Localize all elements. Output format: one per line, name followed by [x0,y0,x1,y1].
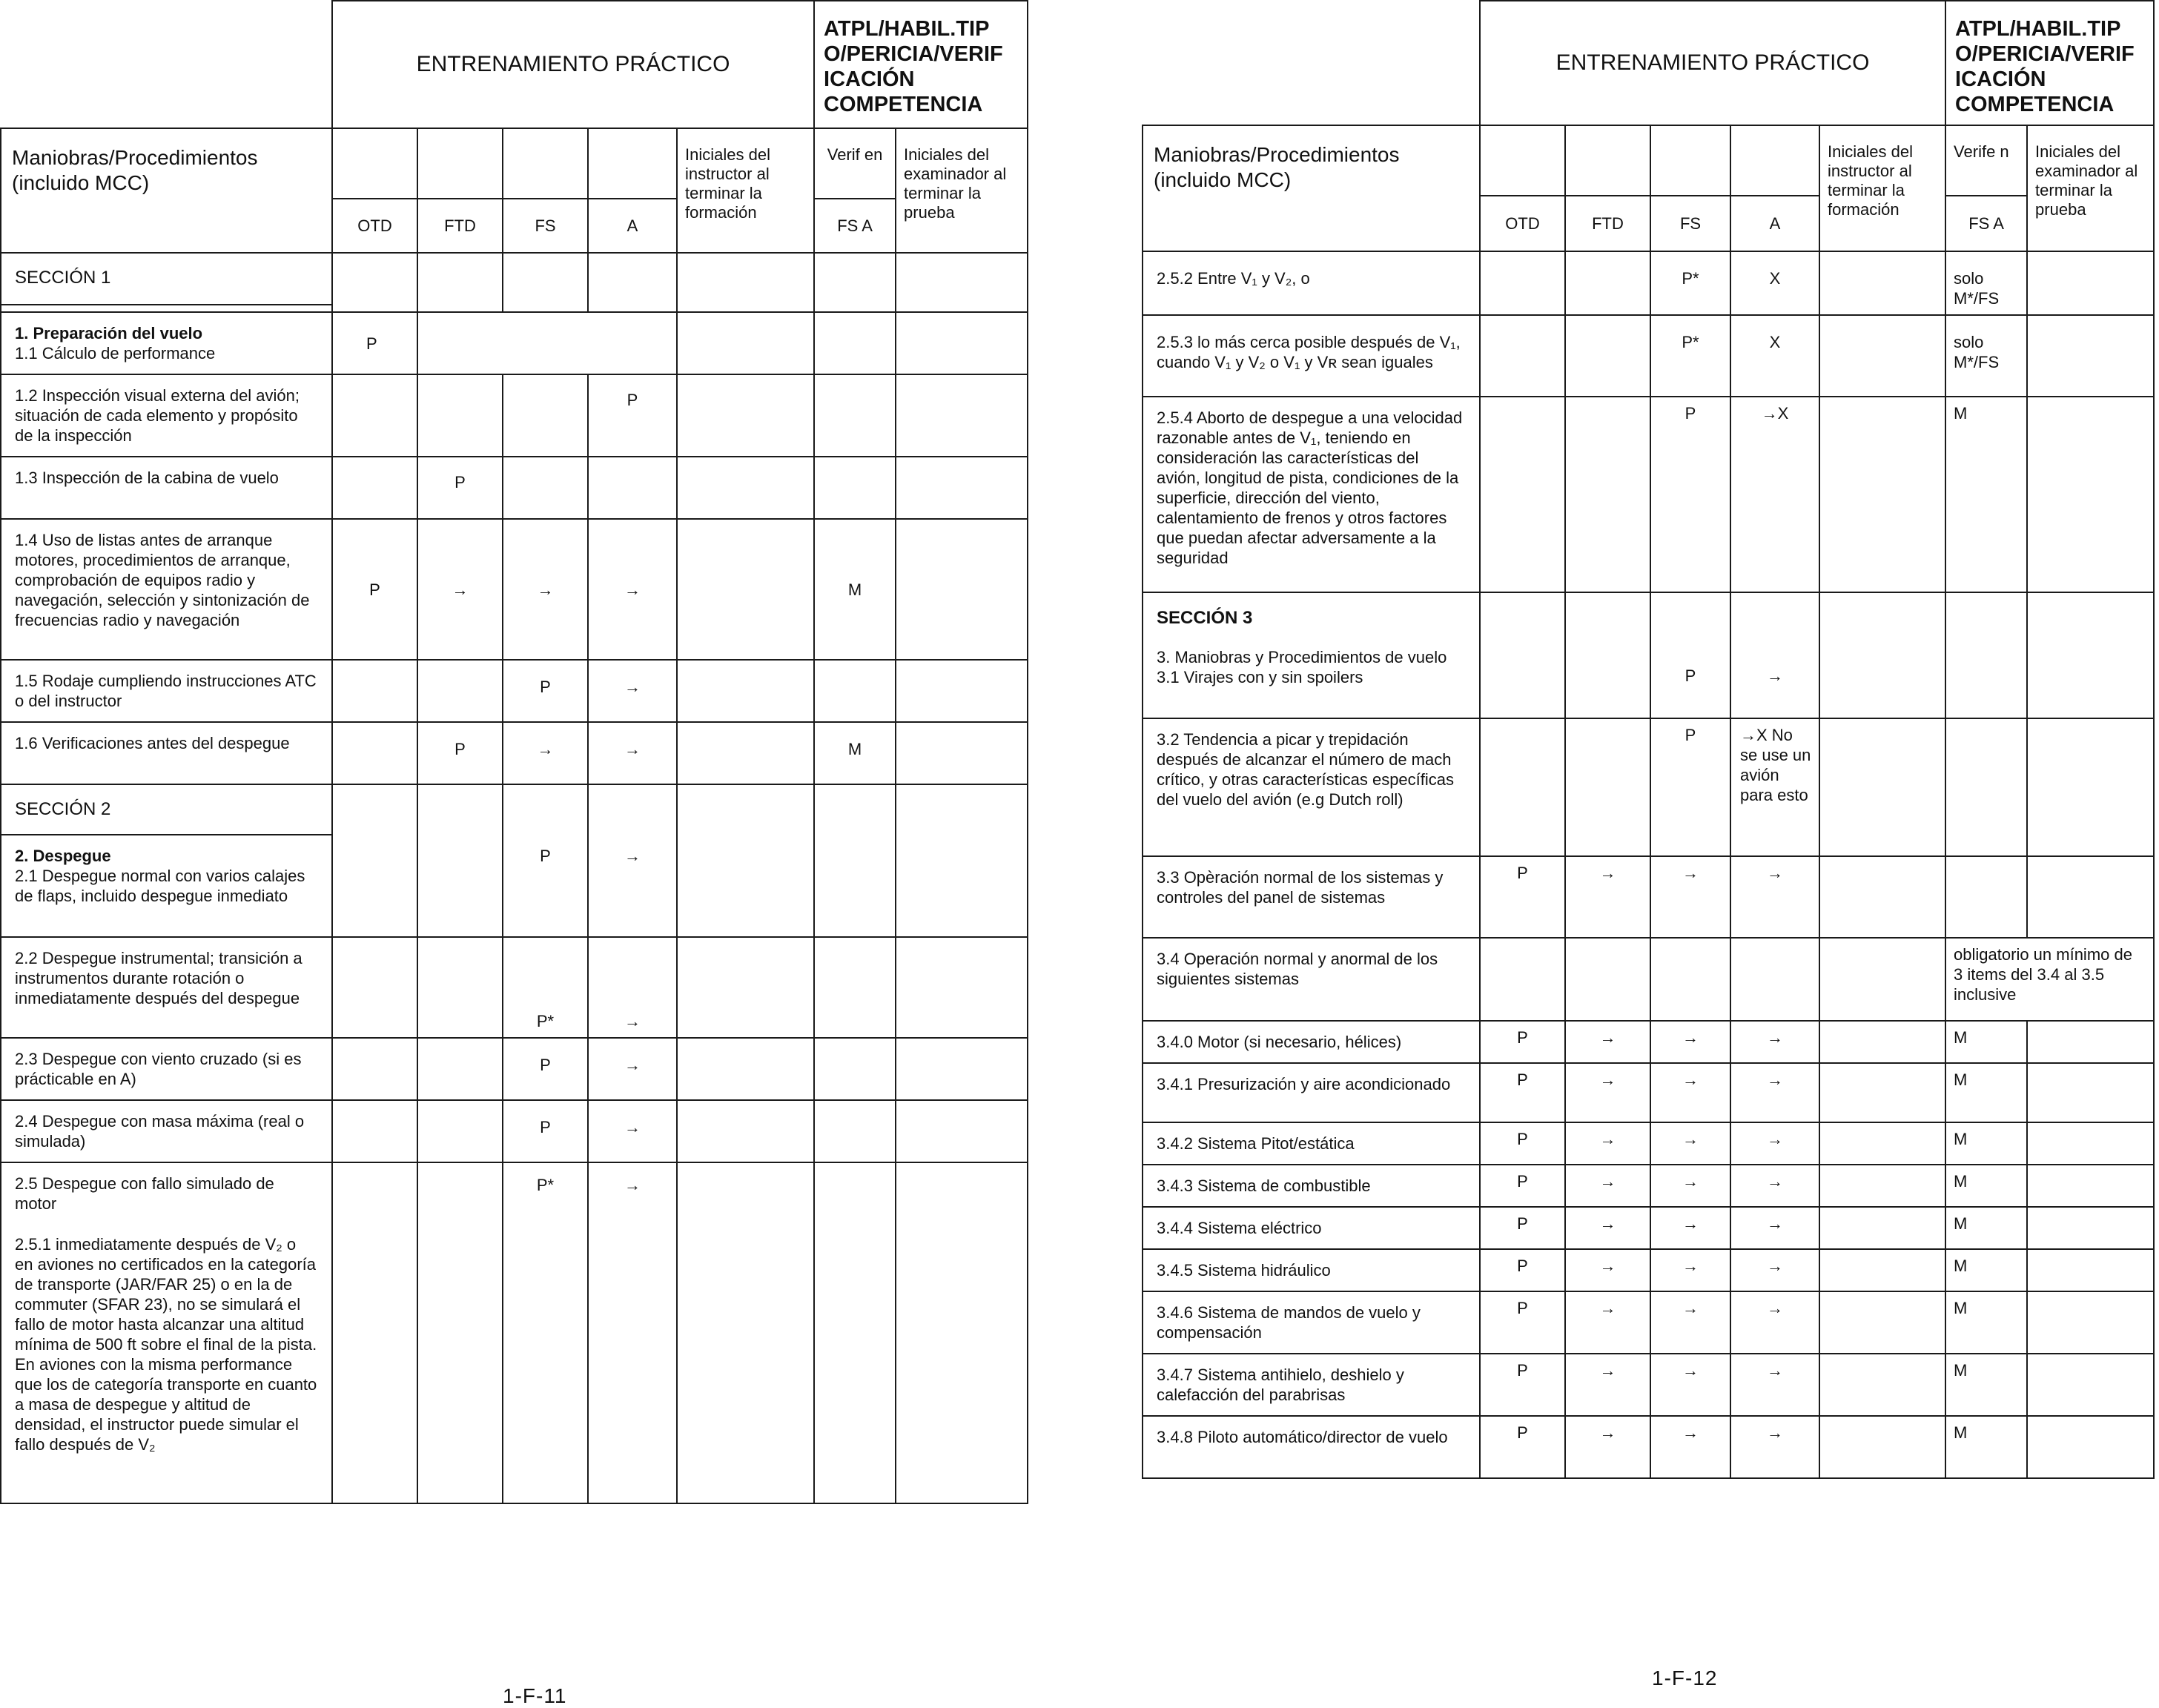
cell [417,1162,503,1503]
cell [896,312,1028,374]
cell [417,1100,503,1162]
cell [332,660,417,722]
cell [588,312,677,374]
cell [1819,938,1945,1021]
row-2-5-4-a: →X [1730,397,1819,592]
row-2-5-2-a: X [1730,251,1819,315]
row-3-4-7-label: 3.4.7 Sistema antihielo, deshielo y calefacción del parabrisas [1143,1354,1480,1416]
a-header: A [1730,196,1819,251]
cell [896,1038,1028,1100]
row-2-5 [1,1162,332,1503]
row-2-5-3-a: X [1730,315,1819,397]
cell [417,1038,503,1100]
blank-header-cell [417,128,503,199]
examiner-initials-header: Iniciales del examinador al terminar la prueba [2027,125,2154,251]
cell [503,374,588,457]
blank-header-cell [588,128,677,199]
cell [2027,315,2154,397]
row-3-4-0-ftd: → [1565,1021,1650,1063]
row-3-4-7-fs: → [1650,1354,1730,1416]
row-3-4-6-verif: M [1945,1291,2027,1354]
cell [814,1100,896,1162]
cell [814,660,896,722]
cell [814,784,896,937]
cell [896,937,1028,1038]
cell [332,457,417,519]
header-empty [1,1,332,128]
row-1-6-verif: M [814,722,896,784]
cell [1819,1122,1945,1165]
row-3-3-a: → [1730,856,1819,938]
row-2-4-fs: P [503,1100,588,1162]
row-3-4-2-fs: → [1650,1122,1730,1165]
cell [677,312,814,374]
cell [1480,397,1565,592]
examiner-initials-header: Iniciales del examinador al terminar la prueba [896,128,1028,253]
cell [332,722,417,784]
cell [677,1162,814,1503]
cell [1819,718,1945,856]
cell [417,312,503,374]
cell [896,784,1028,937]
row-3-4-1-label: 3.4.1 Presurización y aire acondicionado [1143,1063,1480,1122]
row-3-1 [1143,592,1480,718]
row-2-3-a: → [588,1038,677,1100]
cell [417,784,503,937]
row-3-4-8-ftd: → [1565,1416,1650,1478]
blank-header-cell [332,128,417,199]
row-2-5-2-label: 2.5.2 Entre V₁ y V₂, o [1143,251,1480,315]
section-2-label: SECCIÓN 2 [1,784,332,835]
cell [2027,718,2154,856]
row-3-4-4-otd: P [1480,1207,1565,1249]
cell [896,253,1028,312]
instructor-initials-header: Iniciales del instructor al terminar la formación [677,128,814,253]
cell [1819,1416,1945,1478]
section-1-spacer [1,305,332,312]
cell [896,660,1028,722]
cell [2027,1249,2154,1291]
cell [2027,397,2154,592]
row-2-5-3-label: 2.5.3 lo más cerca posible después de V₁, cuando V₁ y V₂ o V₁ y Vʀ sean iguales [1143,315,1480,397]
cell [814,374,896,457]
cell [1819,1165,1945,1207]
cell [896,722,1028,784]
otd-header: OTD [1480,196,1565,251]
row-2-1-fs: P [503,784,588,937]
row-1-5-fs: P [503,660,588,722]
practical-training-header: ENTRENAMIENTO PRÁCTICO [332,1,814,128]
cell [503,312,588,374]
row-3-4-0-verif: M [1945,1021,2027,1063]
row-3-4-8-otd: P [1480,1416,1565,1478]
row-3-4-1-a: → [1730,1063,1819,1122]
cell [896,1162,1028,1503]
row-3-4-4-a: → [1730,1207,1819,1249]
row-3-4-7-verif: M [1945,1354,2027,1416]
row-3-4-2-a: → [1730,1122,1819,1165]
row-2-2-fs: P* [503,937,588,1038]
blank-header-cell [1480,125,1565,196]
row-3-4-2-verif: M [1945,1122,2027,1165]
cell [896,374,1028,457]
row-3-4-8-fs: → [1650,1416,1730,1478]
row-1-6-a: → [588,722,677,784]
cell [417,253,503,312]
row-1-2-a: P [588,374,677,457]
cell [896,519,1028,660]
cell [503,253,588,312]
row-3-4-label: 3.4 Operación normal y anormal de los siguientes sistemas [1143,938,1480,1021]
cell [588,457,677,519]
row-3-4-5-verif: M [1945,1249,2027,1291]
row-3-4-2-label: 3.4.2 Sistema Pitot/estática [1143,1122,1480,1165]
cell [677,784,814,937]
cell [2027,1207,2154,1249]
maneuvers-title: Maniobras/Procedimientos [12,146,258,169]
row-1-6-label: 1.6 Verificaciones antes del despegue [1,722,332,784]
cell [1945,856,2027,938]
cell [332,937,417,1038]
cell [332,253,417,312]
row-3-4-5-a: → [1730,1249,1819,1291]
ftd-header: FTD [1565,196,1650,251]
right-page-number: 1-F-12 [1652,1666,1718,1689]
row-3-4-6-fs: → [1650,1291,1730,1354]
cell [1819,251,1945,315]
a-header: A [588,199,677,253]
row-3-4-3-ftd: → [1565,1165,1650,1207]
cell [814,937,896,1038]
row-3-4-8-verif: M [1945,1416,2027,1478]
cell [588,253,677,312]
row-3-4-0-label: 3.4.0 Motor (si necesario, hélices) [1143,1021,1480,1063]
practical-training-header: ENTRENAMIENTO PRÁCTICO [1480,1,1945,125]
row-2-5-2-verif: solo M*/FS [1945,251,2027,315]
fs-header: FS [1650,196,1730,251]
cell [677,253,814,312]
row-3-1-label: 3.1 Virajes con y sin spoilers [1157,668,1363,686]
cell [2027,1416,2154,1478]
row-3-4-1-otd: P [1480,1063,1565,1122]
row-3-1-fs: P [1650,592,1730,718]
row-1-4-ftd: → [417,519,503,660]
cell [1565,251,1650,315]
cell [2027,856,2154,938]
row-1-4-label: 1.4 Uso de listas antes de arranque motores, procedimientos de arranque, comprobación de equipos radio y navegación, selección y sintonización de frecuencias radio y navegación [1,519,332,660]
cell [677,722,814,784]
row-2-5-3-fs: P* [1650,315,1730,397]
cell [1480,938,1565,1021]
right-page-table [1142,0,2155,1479]
cell [677,660,814,722]
left-page-table [0,0,1028,1504]
otd-header: OTD [332,199,417,253]
row-2-1-label: 2.1 Despegue normal con varios calajes de flaps, incluido despegue inmediato [15,867,305,905]
row-1-5-a: → [588,660,677,722]
cell [896,1100,1028,1162]
row-1-4-a: → [588,519,677,660]
cell [1650,938,1730,1021]
row-3-2-label: 3.2 Tendencia a picar y trepidación después de alcanzar el número de mach crítico, y otras características específicas del vuelo del avión (e.g Dutch roll) [1143,718,1480,856]
cell [1819,1354,1945,1416]
cell [1819,397,1945,592]
row-3-3-ftd: → [1565,856,1650,938]
cell [677,519,814,660]
cell [896,457,1028,519]
row-1-1-otd: P [332,312,417,374]
cell [332,1162,417,1503]
row-2-5-a: → [588,1162,677,1503]
cell [503,457,588,519]
row-1-1-label: 1.1 Cálculo de performance [15,344,216,363]
maneuvers-subtitle: (incluido MCC) [1154,168,1292,191]
row-3-4-0-a: → [1730,1021,1819,1063]
row-1-4-verif: M [814,519,896,660]
row-3-4-7-otd: P [1480,1354,1565,1416]
cell [1819,1063,1945,1122]
fsa-header: FS A [1945,196,2027,251]
row-2-5-4-verif: M [1945,397,2027,592]
row-3-4-4-verif: M [1945,1207,2027,1249]
cell [1819,315,1945,397]
blank-header-cell [1565,125,1650,196]
row-3-4-2-otd: P [1480,1122,1565,1165]
row-2-2-a: → [588,937,677,1038]
row-3-4-6-otd: P [1480,1291,1565,1354]
row-3-4-4-ftd: → [1565,1207,1650,1249]
row-3-4-5-otd: P [1480,1249,1565,1291]
cell [1565,592,1650,718]
blank-header-cell [1650,125,1730,196]
atpl-header: ATPL/HABIL.TIP O/PERICIA/VERIF ICACIÓN COMPETENCIA [1945,1,2154,125]
row-1-6-ftd: P [417,722,503,784]
row-2-5-2-fs: P* [1650,251,1730,315]
fs-header: FS [503,199,588,253]
row-3-4-2-ftd: → [1565,1122,1650,1165]
row-2-title: 2. Despegue [15,847,111,865]
blank-header-cell [1730,125,1819,196]
cell [1945,592,2027,718]
cell [677,937,814,1038]
verif-header: Verif en [814,128,896,199]
maneuvers-title: Maniobras/Procedimientos [1154,143,1400,166]
cell [2027,1122,2154,1165]
row-3-4-0-otd: P [1480,1021,1565,1063]
row-3-title: 3. Maniobras y Procedimientos de vuelo [1157,648,1447,666]
row-3-4-5-fs: → [1650,1249,1730,1291]
header-empty [1143,1,1480,125]
row-3-1-a: → [1730,592,1819,718]
row-1-3-label: 1.3 Inspección de la cabina de vuelo [1,457,332,519]
cell [814,253,896,312]
row-1-5-label: 1.5 Rodaje cumpliendo instrucciones ATC o del instructor [1,660,332,722]
row-1-3-ftd: P [417,457,503,519]
row-2-5-4-label: 2.5.4 Aborto de despegue a una velocidad razonable antes de V₁, teniendo en consideración las características del avión, longitud de pista, condiciones de la superficie, dirección del viento, calentamiento de frenos y otros factores que puedan afectar adversamente a la seguridad [1143,397,1480,592]
cell [417,374,503,457]
row-3-4-3-otd: P [1480,1165,1565,1207]
row-2-5-label: 2.5 Despegue con fallo simulado de motor [15,1174,274,1213]
row-1-2-label: 1.2 Inspección visual externa del avión; situación de cada elemento y propósito de la inspección [1,374,332,457]
row-3-4-3-label: 3.4.3 Sistema de combustible [1143,1165,1480,1207]
cell [1565,315,1650,397]
row-3-4-0-fs: → [1650,1021,1730,1063]
cell [1565,718,1650,856]
row-3-4-7-a: → [1730,1354,1819,1416]
row-1-4-otd: P [332,519,417,660]
row-2-3-label: 2.3 Despegue con viento cruzado (si es prácticable en A) [1,1038,332,1100]
row-3-2-fs: P [1650,718,1730,856]
cell [1945,718,2027,856]
row-1-title: 1. Preparación del vuelo [15,324,203,342]
maneuvers-header [1143,125,1480,251]
cell [1565,397,1650,592]
row-1-1 [1,312,332,374]
cell [814,1038,896,1100]
row-3-3-fs: → [1650,856,1730,938]
row-2-1 [1,835,332,937]
row-3-4-3-a: → [1730,1165,1819,1207]
cell [2027,1165,2154,1207]
cell [2027,1291,2154,1354]
cell [332,1038,417,1100]
section-1-label: SECCIÓN 1 [1,253,332,305]
cell [1819,1291,1945,1354]
cell [1480,592,1565,718]
cell [2027,251,2154,315]
cell [417,937,503,1038]
row-2-4-label: 2.4 Despegue con masa máxima (real o simulada) [1,1100,332,1162]
row-3-4-6-a: → [1730,1291,1819,1354]
row-3-4-6-label: 3.4.6 Sistema de mandos de vuelo y compensación [1143,1291,1480,1354]
row-3-4-1-fs: → [1650,1063,1730,1122]
cell [1819,1021,1945,1063]
row-3-4-7-ftd: → [1565,1354,1650,1416]
row-3-3-otd: P [1480,856,1565,938]
row-3-4-1-ftd: → [1565,1063,1650,1122]
maneuvers-subtitle: (incluido MCC) [12,171,150,194]
cell [1480,718,1565,856]
cell [332,1100,417,1162]
cell [814,312,896,374]
verif-header: Verife n [1945,125,2027,196]
cell [677,374,814,457]
cell [1480,315,1565,397]
row-3-4-3-fs: → [1650,1165,1730,1207]
row-2-5-1-label: 2.5.1 inmediatamente después de V₂ o en aviones no certificados en la categoría de transporte (JAR/FAR 25) o en la de commuter (SFAR 23), no se simulará el fallo de motor hasta alcanzar una altitud mínima de 500 ft sobre el final de la pista. En aviones con la misma performance que los de categoría transporte en cuanto a masa de despegue y altitud de densidad, el instructor puede simular el fallo después de V₂ [15,1235,317,1454]
cell [1565,938,1650,1021]
row-1-6-fs: → [503,722,588,784]
row-3-4-1-verif: M [1945,1063,2027,1122]
cell [2027,1021,2154,1063]
section-3-label: SECCIÓN 3 [1157,608,1253,628]
row-3-4-3-verif: M [1945,1165,2027,1207]
maneuvers-header [1,128,332,253]
row-3-4-5-label: 3.4.5 Sistema hidráulico [1143,1249,1480,1291]
cell [332,784,417,937]
cell [2027,592,2154,718]
cell [1819,856,1945,938]
row-3-2-a: →X No se use un avión para esto [1730,718,1819,856]
cell [2027,1063,2154,1122]
left-page-number: 1-F-11 [503,1684,567,1707]
instructor-initials-header: Iniciales del instructor al terminar la formación [1819,125,1945,251]
cell [677,457,814,519]
row-2-3-fs: P [503,1038,588,1100]
cell [1819,1207,1945,1249]
row-3-4-8-a: → [1730,1416,1819,1478]
row-3-4-note: obligatorio un mínimo de 3 items del 3.4 al 3.5 inclusive [1945,938,2154,1021]
row-3-4-6-ftd: → [1565,1291,1650,1354]
cell [814,457,896,519]
cell [417,660,503,722]
row-3-4-4-label: 3.4.4 Sistema eléctrico [1143,1207,1480,1249]
cell [1730,938,1819,1021]
row-2-5-3-verif: solo M*/FS [1945,315,2027,397]
atpl-header: ATPL/HABIL.TIP O/PERICIA/VERIF ICACIÓN COMPETENCIA [814,1,1028,128]
row-1-4-fs: → [503,519,588,660]
row-2-1-a: → [588,784,677,937]
row-3-3-label: 3.3 Opèración normal de los sistemas y controles del panel de sistemas [1143,856,1480,938]
row-2-4-a: → [588,1100,677,1162]
cell [1819,1249,1945,1291]
fsa-header: FS A [814,199,896,253]
blank-header-cell [503,128,588,199]
ftd-header: FTD [417,199,503,253]
row-2-2-label: 2.2 Despegue instrumental; transición a instrumentos durante rotación o inmediatamente después del despegue [1,937,332,1038]
cell [1480,251,1565,315]
row-2-5-fs: P* [503,1162,588,1503]
cell [1819,592,1945,718]
cell [677,1100,814,1162]
cell [677,1038,814,1100]
row-2-5-4-fs: P [1650,397,1730,592]
row-3-4-8-label: 3.4.8 Piloto automático/director de vuelo [1143,1416,1480,1478]
cell [2027,1354,2154,1416]
cell [814,1162,896,1503]
row-3-4-5-ftd: → [1565,1249,1650,1291]
row-3-4-4-fs: → [1650,1207,1730,1249]
cell [332,374,417,457]
